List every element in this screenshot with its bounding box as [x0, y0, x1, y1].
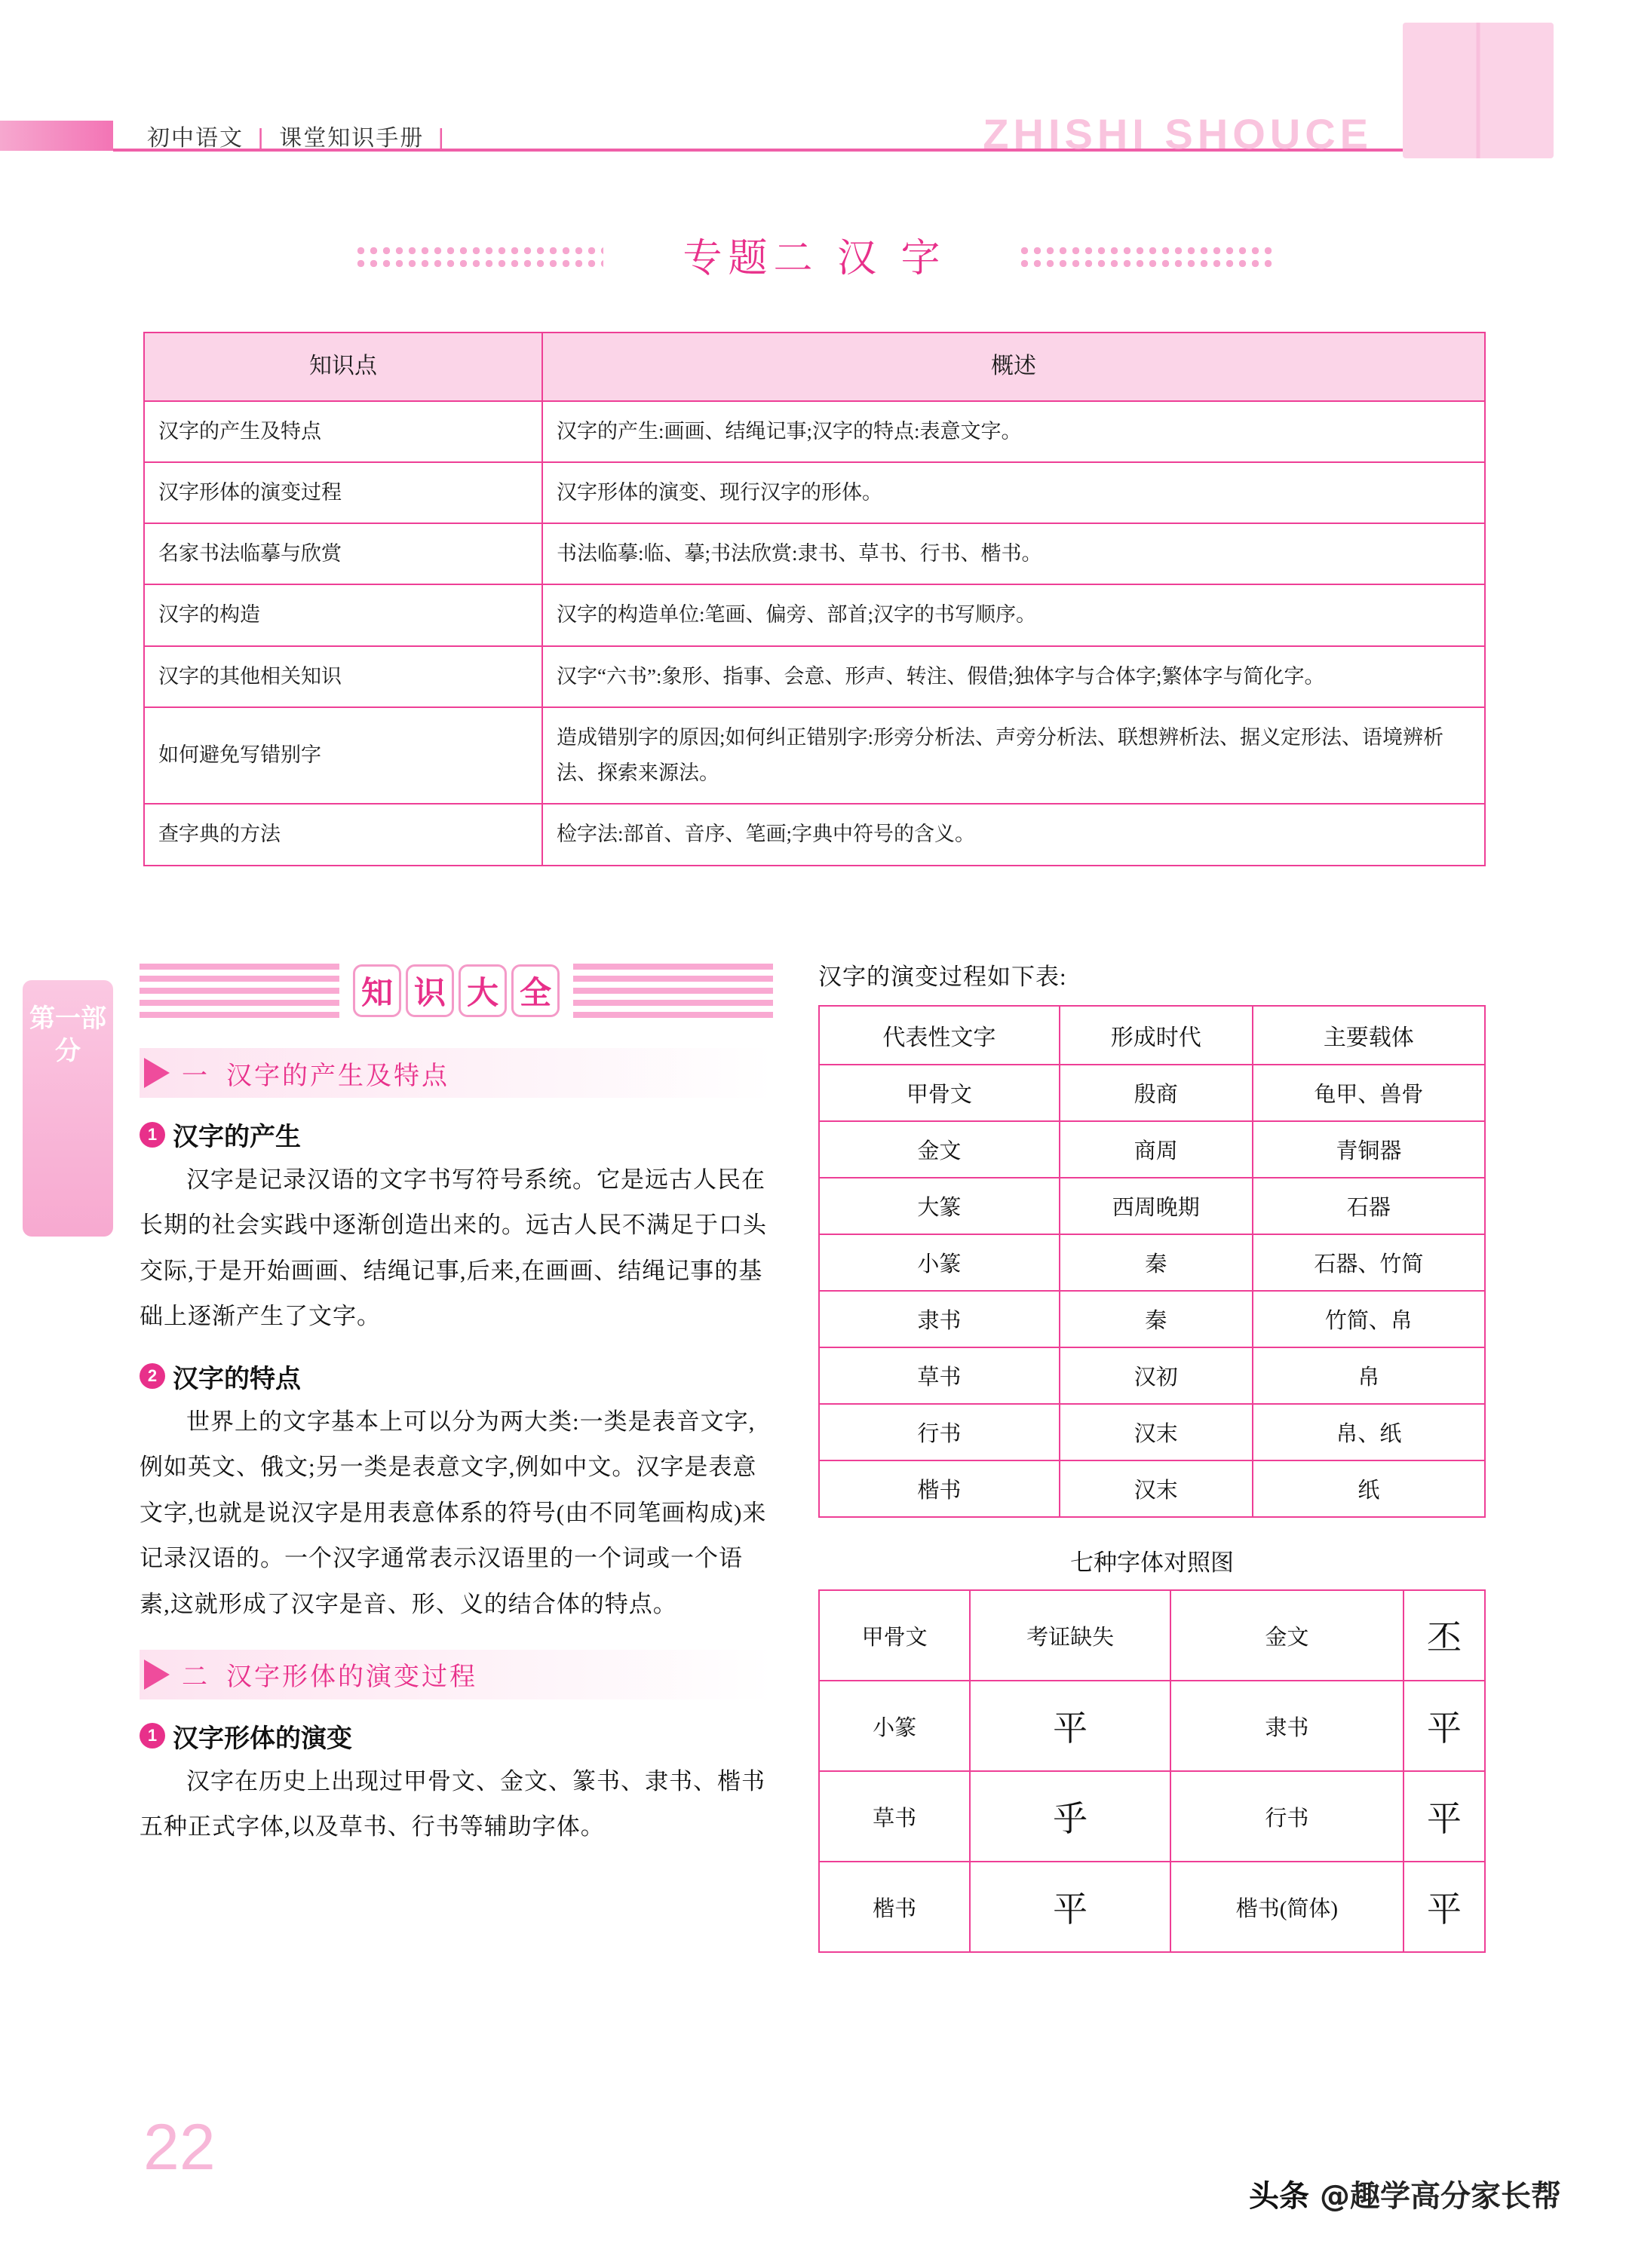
table-header-row: [144, 333, 1485, 401]
table-row: [819, 1065, 1485, 1121]
cell-script: 大篆: [819, 1178, 1060, 1234]
arrow-icon: [144, 1660, 170, 1690]
section-title-1: 汉字的产生及特点: [226, 1060, 449, 1091]
section-heading-2-text: [182, 1656, 477, 1693]
subsection-title: 汉字形体的演变: [173, 1723, 352, 1754]
table-row: [819, 1291, 1485, 1347]
subsection-heading-2-1: [140, 1718, 773, 1755]
cell-era: 商周: [1060, 1121, 1253, 1178]
subsection-title: 汉字的特点: [173, 1363, 301, 1394]
cell-script-glyph: 丕: [1404, 1590, 1485, 1681]
banner-char-2: 识: [406, 964, 454, 1017]
subsection-heading-1-2: [140, 1358, 773, 1395]
cell-script-glyph: 平: [970, 1862, 1170, 1952]
banner-char-1: 知: [353, 964, 401, 1017]
cell-script-glyph: 平: [970, 1681, 1170, 1771]
subsection-title: 汉字的产生: [173, 1122, 301, 1152]
cell-era: 汉末: [1060, 1404, 1253, 1460]
number-badge: 2: [140, 1363, 165, 1389]
seven-scripts-title: 七种字体对照图: [1070, 1549, 1234, 1577]
cell-script-label: 隶书: [1170, 1681, 1404, 1771]
col-header-medium: 主要载体: [1253, 1006, 1485, 1065]
book-icon: [1403, 23, 1554, 158]
evolution-table: [818, 1005, 1486, 1518]
cell-era: 秦: [1060, 1234, 1253, 1291]
watermark: [1249, 2172, 1561, 2215]
paragraph-2-1: 汉字在历史上出现过甲骨文、金文、篆书、隶书、楷书五种正式字体,以及草书、行书等辅助字体。: [140, 1767, 765, 1840]
table-row: [144, 462, 1485, 523]
cell-script: 楷书: [819, 1460, 1060, 1517]
col-header-summary: 概述: [542, 333, 1485, 401]
table-row: [819, 1862, 1485, 1952]
cell-knowledge: 汉字的其他相关知识: [144, 646, 542, 707]
left-column: [140, 958, 773, 1858]
cell-medium: 青铜器: [1253, 1121, 1485, 1178]
header-pink-band: [0, 121, 113, 151]
cell-script-label: 楷书: [819, 1862, 970, 1952]
cell-summary: 汉字的产生:画画、结绳记事;汉字的特点:表意文字。: [542, 401, 1485, 462]
cell-era: 殷商: [1060, 1065, 1253, 1121]
table-row: [819, 1121, 1485, 1178]
cell-medium: 帛、纸: [1253, 1404, 1485, 1460]
cell-summary: 汉字“六书”:象形、指事、会意、形声、转注、假借;独体字与合体字;繁体字与简化字。: [542, 646, 1485, 707]
overview-table: [143, 332, 1486, 866]
table-row: [819, 1460, 1485, 1517]
table-header-row: [819, 1006, 1485, 1065]
table-row: [144, 804, 1485, 865]
section-heading-1-text: [182, 1055, 449, 1092]
table-row: [819, 1681, 1485, 1771]
watermark-source: 头条: [1249, 2179, 1309, 2214]
header-subject: 初中语文: [147, 125, 244, 152]
col-header-era: 形成时代: [1060, 1006, 1253, 1065]
table-row: [819, 1178, 1485, 1234]
cell-era: 西周晚期: [1060, 1178, 1253, 1234]
cell-medium: 纸: [1253, 1460, 1485, 1517]
section-heading-2: [140, 1650, 773, 1699]
section-number-2: 二: [182, 1662, 210, 1693]
table-row: [144, 646, 1485, 707]
col-header-knowledge: 知识点: [144, 333, 542, 401]
paragraph-1-1: 汉字是记录汉语的文字书写符号系统。它是远古人民在长期的社会实践中逐渐创造出来的。远古人民不满足于口头交际,于是开始画画、结绳记事,后来,在画画、结绳记事的基础上逐渐产生了文字。: [140, 1166, 767, 1330]
cell-script-label: 行书: [1170, 1771, 1404, 1862]
cell-script-label: 草书: [819, 1771, 970, 1862]
cell-script-label: 小篆: [819, 1681, 970, 1771]
evolution-table-lead: 汉字的演变过程如下表:: [818, 964, 1067, 990]
dots-decoration-left: [354, 244, 603, 270]
cell-script: 隶书: [819, 1291, 1060, 1347]
chapter-title-block: [354, 226, 1275, 287]
section-number-1: 一: [182, 1060, 210, 1091]
cell-medium: 帛: [1253, 1347, 1485, 1404]
cell-knowledge: 汉字形体的演变过程: [144, 462, 542, 523]
part-side-tab: [23, 980, 113, 1237]
seven-scripts-table: [818, 1589, 1486, 1953]
header-series: 课堂知识手册: [279, 125, 425, 152]
cell-script-label: 楷书(简体): [1170, 1862, 1404, 1952]
cell-script: 草书: [819, 1347, 1060, 1404]
cell-script-glyph: 考证缺失: [970, 1590, 1170, 1681]
section-heading-1: [140, 1048, 773, 1098]
cell-knowledge: 名家书法临摹与欣赏: [144, 523, 542, 584]
cell-era: 汉末: [1060, 1460, 1253, 1517]
header-separator-1: |: [256, 125, 266, 152]
cell-script-glyph: 平: [1404, 1681, 1485, 1771]
cell-summary: 汉字的构造单位:笔画、偏旁、部首;汉字的书写顺序。: [542, 584, 1485, 645]
cell-medium: 龟甲、兽骨: [1253, 1065, 1485, 1121]
table-row: [819, 1590, 1485, 1681]
table-row: [819, 1771, 1485, 1862]
table-row: [144, 523, 1485, 584]
cell-era: 秦: [1060, 1291, 1253, 1347]
cell-summary: 书法临摹:临、摹;书法欣赏:隶书、草书、行书、楷书。: [542, 523, 1485, 584]
header-pinyin: ZHISHI SHOUCE: [983, 110, 1373, 158]
cell-knowledge: 汉字的构造: [144, 584, 542, 645]
banner-char-3: 大: [459, 964, 507, 1017]
page-title: 专题二 汉 字: [683, 236, 946, 281]
page-number: 22: [143, 2111, 216, 2184]
cell-knowledge: 如何避免写错别字: [144, 707, 542, 805]
cell-knowledge: 查字典的方法: [144, 804, 542, 865]
cell-script-glyph: 平: [1404, 1771, 1485, 1862]
cell-script: 甲骨文: [819, 1065, 1060, 1121]
cell-script-label: 金文: [1170, 1590, 1404, 1681]
cell-summary: 汉字形体的演变、现行汉字的形体。: [542, 462, 1485, 523]
cell-script: 行书: [819, 1404, 1060, 1460]
cell-medium: 竹简、帛: [1253, 1291, 1485, 1347]
table-row: [819, 1234, 1485, 1291]
table-row: [819, 1347, 1485, 1404]
number-badge: 1: [140, 1723, 165, 1749]
table-row: [819, 1404, 1485, 1460]
cell-script-glyph: 乎: [970, 1771, 1170, 1862]
table-row: [144, 401, 1485, 462]
paragraph-1-2: 世界上的文字基本上可以分为两大类:一类是表音文字,例如英文、俄文;另一类是表意文字,例如中文。汉字是表意文字,也就是说汉字是用表意体系的符号(由不同笔画构成)来记录汉语的。一个汉字通常表示汉语里的一个词或一个语素,这就形成了汉字是音、形、义的结合体的特点。: [140, 1408, 767, 1617]
header-book-title: [147, 119, 451, 152]
dots-decoration-right: [1018, 244, 1275, 270]
arrow-icon: [144, 1058, 170, 1088]
header-separator-2: |: [437, 125, 446, 152]
cell-knowledge: 汉字的产生及特点: [144, 401, 542, 462]
cell-medium: 石器: [1253, 1178, 1485, 1234]
subsection-heading-1-1: [140, 1116, 773, 1153]
cell-script: 小篆: [819, 1234, 1060, 1291]
cell-era: 汉初: [1060, 1347, 1253, 1404]
cell-script-label: 甲骨文: [819, 1590, 970, 1681]
table-row: [144, 707, 1485, 805]
part-side-tab-label: 第一部分: [29, 1004, 106, 1066]
banner-label: [339, 964, 573, 1018]
cell-script-glyph: 平: [1404, 1862, 1485, 1952]
right-column: [818, 958, 1486, 1953]
section-title-2: 汉字形体的演变过程: [226, 1662, 477, 1693]
knowledge-banner: [140, 958, 773, 1025]
table-row: [144, 584, 1485, 645]
banner-char-4: 全: [511, 964, 560, 1017]
cell-medium: 石器、竹简: [1253, 1234, 1485, 1291]
cell-script: 金文: [819, 1121, 1060, 1178]
number-badge: 1: [140, 1122, 165, 1148]
watermark-handle: @趣学高分家长帮: [1320, 2179, 1561, 2214]
cell-summary: 造成错别字的原因;如何纠正错别字:形旁分析法、声旁分析法、联想辨析法、据义定形法、语境辨析法、探索来源法。: [542, 707, 1485, 805]
cell-summary: 检字法:部首、音序、笔画;字典中符号的含义。: [542, 804, 1485, 865]
col-header-script: 代表性文字: [819, 1006, 1060, 1065]
